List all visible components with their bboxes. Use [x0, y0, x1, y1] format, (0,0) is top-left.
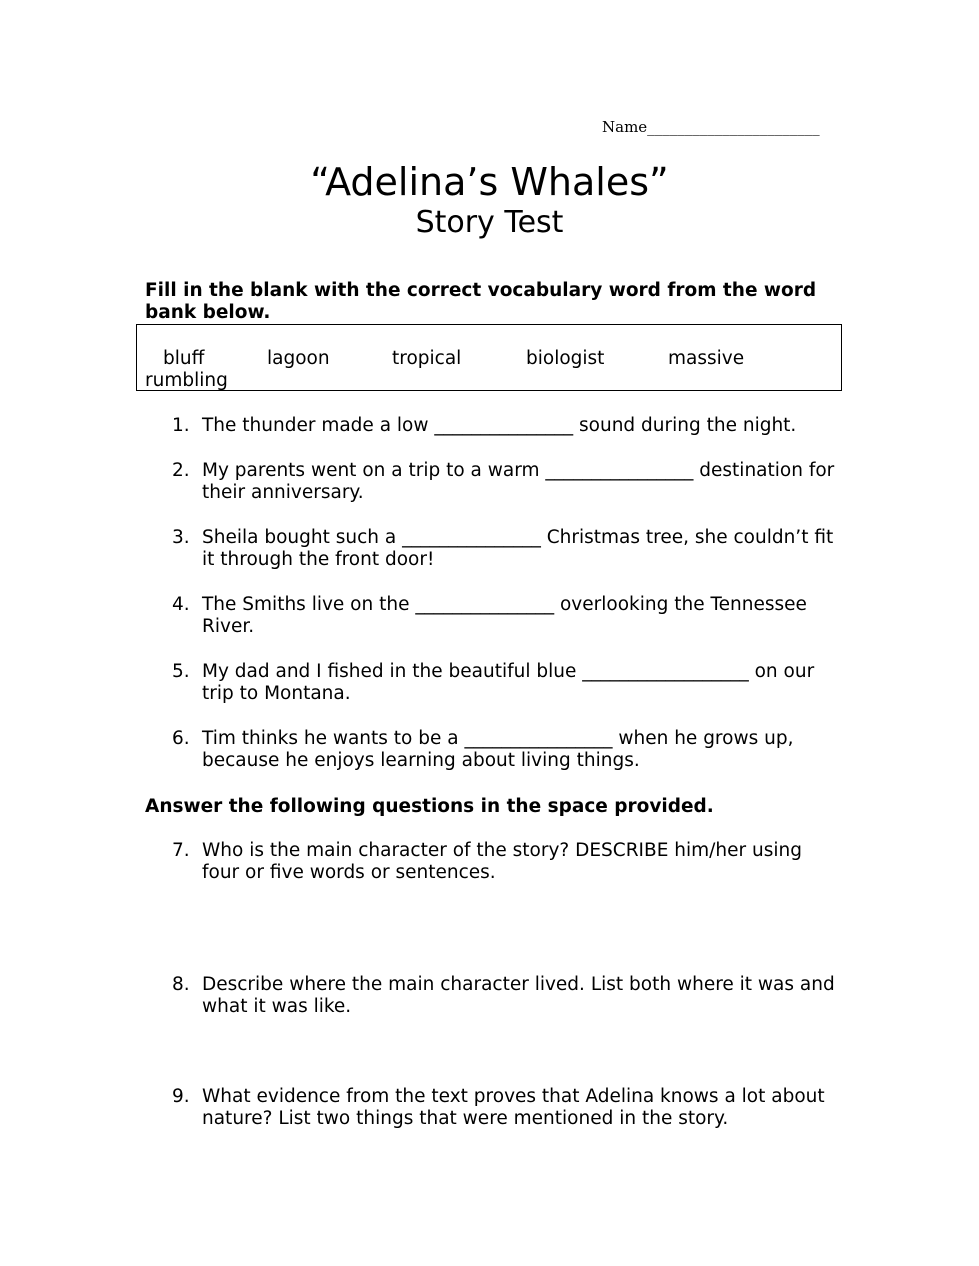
page-title: “Adelina’s Whales” — [310, 160, 669, 204]
question-item — [172, 840, 842, 884]
page-subtitle: Story Test — [415, 205, 564, 240]
question-number: 7. — [172, 840, 190, 861]
question-text: The thunder made a low _______________ sound during the night. — [202, 415, 797, 436]
question-item — [172, 728, 842, 772]
question-text: The Smiths live on the _______________ overlooking the Tennessee River. — [202, 594, 807, 637]
question-item — [172, 460, 842, 504]
word-bank-item: rumbling — [145, 370, 228, 391]
question-number: 9. — [172, 1086, 190, 1107]
question-number: 6. — [172, 728, 190, 749]
question-number: 3. — [172, 527, 190, 548]
question-number: 8. — [172, 974, 190, 995]
question-text: Sheila bought such a _______________ Christmas tree, she couldn’t fit it through the front door! — [202, 527, 834, 570]
question-item — [172, 974, 842, 1018]
question-item — [172, 661, 842, 705]
word-bank-item: bluff — [163, 348, 205, 369]
question-item — [172, 594, 842, 638]
question-item — [172, 415, 842, 437]
word-bank-item: lagoon — [267, 348, 330, 369]
question-text: Who is the main character of the story? DESCRIBE him/her using four or five words or sentences. — [202, 840, 802, 883]
question-text: Describe where the main character lived. List both where it was and what it was like. — [202, 974, 835, 1017]
question-number: 1. — [172, 415, 190, 436]
question-item — [172, 527, 842, 571]
name-field-label: Name_______________________ — [602, 118, 820, 136]
question-text: Tim thinks he wants to be a ________________ when he grows up, because he enjoys learning about living things. — [202, 728, 794, 771]
question-item — [172, 1086, 842, 1130]
question-number: 5. — [172, 661, 190, 682]
section-instruction-short-answer: Answer the following questions in the space provided. — [145, 796, 714, 817]
question-number: 4. — [172, 594, 190, 615]
question-text: What evidence from the text proves that Adelina knows a lot about nature? List two things that were mentioned in the story. — [202, 1086, 825, 1129]
word-bank-item: biologist — [526, 348, 605, 369]
question-text: My dad and I fished in the beautiful blue __________________ on our trip to Montana. — [202, 661, 815, 704]
word-bank-item: tropical — [392, 348, 462, 369]
word-bank — [136, 324, 842, 391]
section-instruction-vocabulary: Fill in the blank with the correct vocabulary word from the word bank below. — [145, 280, 817, 323]
word-bank-item: massive — [668, 348, 745, 369]
question-text: My parents went on a trip to a warm ________________ destination for their anniversary. — [202, 460, 835, 503]
question-number: 2. — [172, 460, 190, 481]
